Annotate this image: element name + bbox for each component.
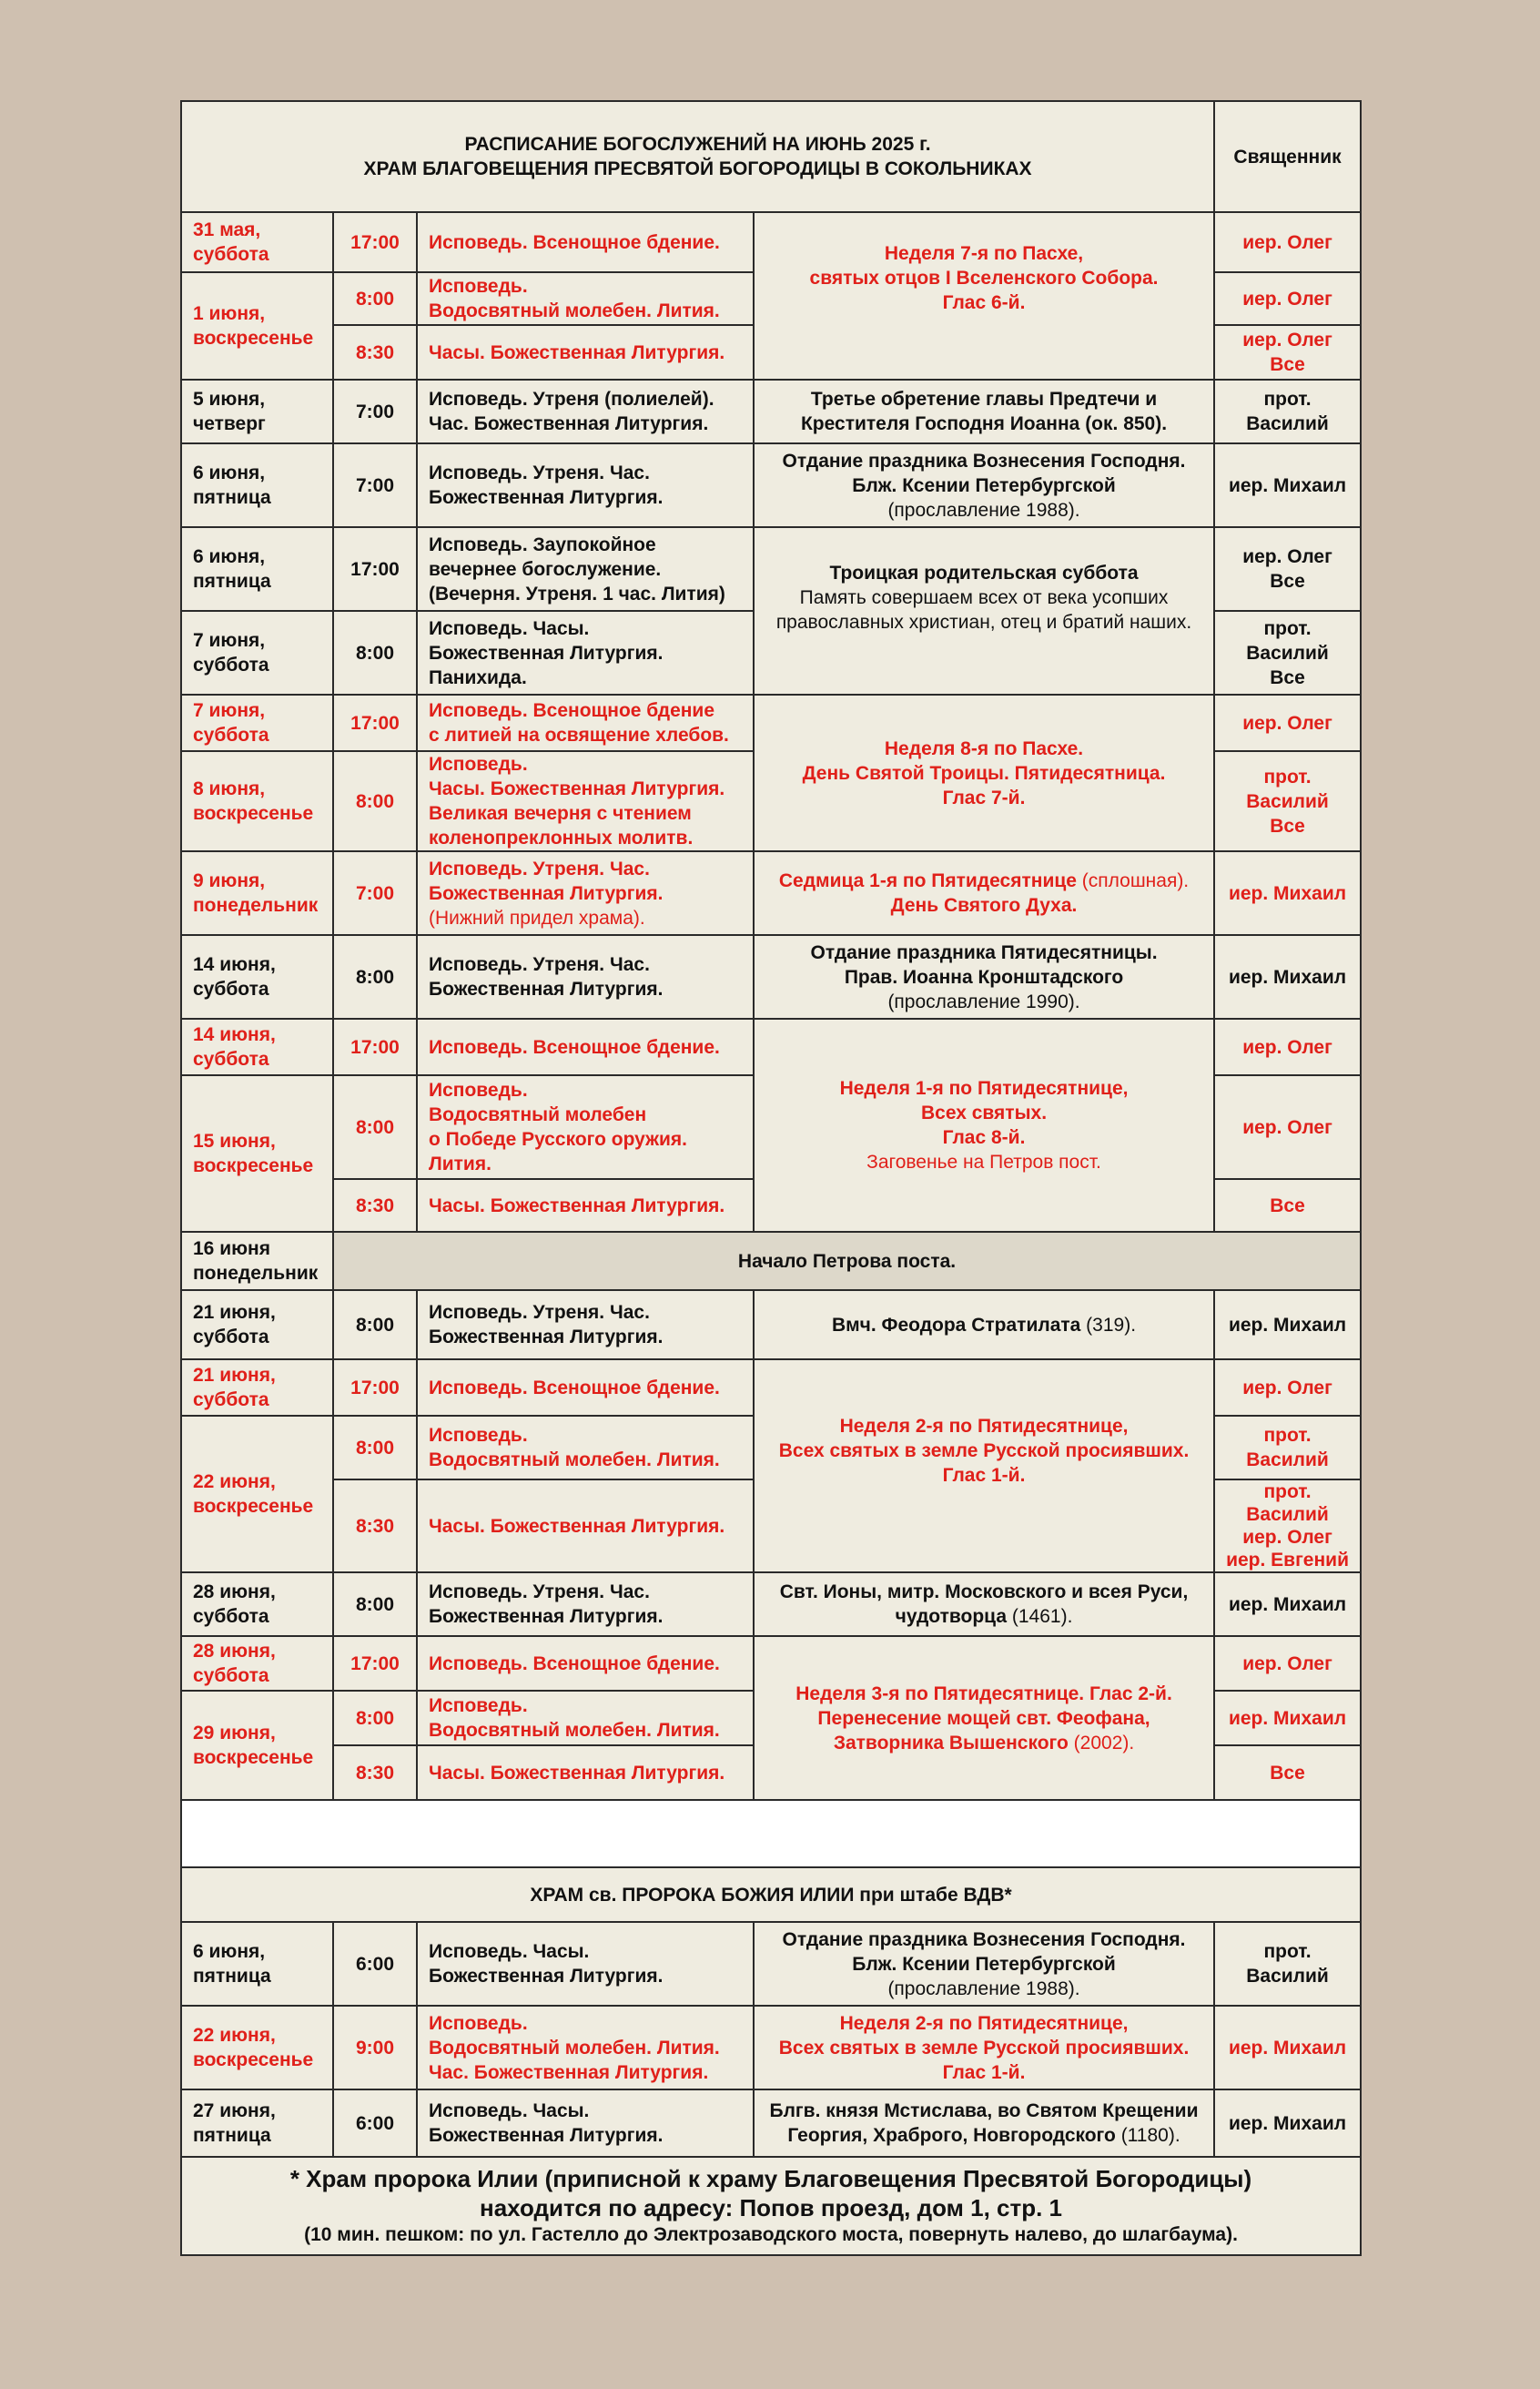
time-cell: 17:00 [333,1019,417,1075]
schedule-row [181,1636,1361,1691]
feast-cell: Неделя 8-я по Пасхе. День Святой Троицы. Пятидесятница. Глас 7-й. [754,695,1214,851]
time-cell: 8:00 [333,1572,417,1636]
date-cell: 6 июня, пятница [181,527,333,611]
service-cell: Исповедь. Всенощное бдение. [417,1359,754,1416]
date-cell: 22 июня, воскресенье [181,2006,333,2089]
schedule-row [181,212,1361,272]
feast-cell: Троицкая родительская суббота Память совершаем всех от века усопших православных христиан, отец и братий наших. [754,527,1214,695]
schedule-row [181,2006,1361,2089]
feast-cell: Отдание праздника Вознесения Господня. Блж. Ксении Петербургской (прославление 1988). [754,443,1214,527]
feast-cell: Вмч. Феодора Стратилата (319). [754,1290,1214,1359]
priest-cell: прот. Василий Все [1214,611,1361,695]
time-cell: 17:00 [333,1359,417,1416]
date-cell: 28 июня, суббота [181,1572,333,1636]
time-cell: 8:00 [333,1290,417,1359]
priest-cell: иер. Олег [1214,1636,1361,1691]
time-cell: 8:30 [333,1479,417,1572]
fast-banner: Начало Петрова поста. [333,1232,1361,1290]
schedule-title [181,101,1214,212]
priest-cell: иер. Михаил [1214,1691,1361,1745]
date-cell: 9 июня, понедельник [181,851,333,935]
feast-cell: Неделя 1-я по Пятидесятнице, Всех святых. Глас 8-й. Заговенье на Петров пост. [754,1019,1214,1232]
priest-cell: прот. Василий Все [1214,751,1361,851]
date-cell: 22 июня, воскресенье [181,1416,333,1572]
time-cell: 7:00 [333,380,417,443]
feast-cell: Седмица 1-я по Пятидесятнице (сплошная). День Святого Духа. [754,851,1214,935]
priest-cell: иер. Олег [1214,1359,1361,1416]
service-cell: Исповедь. Водосвятный молебен. Лития. [417,272,754,325]
date-cell: 14 июня, суббота [181,935,333,1019]
time-cell: 17:00 [333,212,417,272]
time-cell: 8:00 [333,751,417,851]
date-cell: 5 июня, четверг [181,380,333,443]
time-cell: 17:00 [333,527,417,611]
schedule-row [181,380,1361,443]
priest-cell: иер. Олег Все [1214,325,1361,380]
schedule-row [181,935,1361,1019]
feast-cell: Блгв. князя Мстислава, во Святом Крещении Георгия, Храброго, Новгородского (1180). [754,2089,1214,2157]
schedule-row [181,1232,1361,1290]
schedule-row [181,1922,1361,2006]
service-cell: Часы. Божественная Литургия. [417,325,754,380]
schedule-row [181,1290,1361,1359]
priest-cell: иер. Михаил [1214,2006,1361,2089]
service-cell: Часы. Божественная Литургия. [417,1745,754,1800]
priest-cell: прот. Василий [1214,1416,1361,1479]
feast-cell: Отдание праздника Вознесения Господня. Блж. Ксении Петербургской (прославление 1988). [754,1922,1214,2006]
date-cell: 8 июня, воскресенье [181,751,333,851]
priest-cell: иер. Михаил [1214,443,1361,527]
schedule-sheet [180,100,1360,2256]
title-line-2: ХРАМ БЛАГОВЕЩЕНИЯ ПРЕСВЯТОЙ БОГОРОДИЦЫ В СОКОЛЬНИКАХ [363,158,1032,179]
time-cell: 17:00 [333,695,417,751]
priest-cell: иер. Михаил [1214,1572,1361,1636]
service-cell: Исповедь. Часы. Божественная Литургия. [417,1922,754,2006]
time-cell: 8:00 [333,1075,417,1179]
priest-column-header: Священник [1214,101,1361,212]
time-cell: 7:00 [333,443,417,527]
priest-cell: прот. Василий [1214,380,1361,443]
service-cell: Исповедь. Часы. Божественная Литургия. [417,2089,754,2157]
priest-cell: иер. Михаил [1214,1290,1361,1359]
service-cell: Исповедь. Водосвятный молебен о Победе Русского оружия. Лития. [417,1075,754,1179]
service-cell: Исповедь. Заупокойное вечернее богослужение. (Вечерня. Утреня. 1 час. Лития) [417,527,754,611]
title-line-1: РАСПИСАНИЕ БОГОСЛУЖЕНИЙ НА ИЮНЬ 2025 г. [464,134,931,155]
service-cell: Часы. Божественная Литургия. [417,1179,754,1232]
feast-cell: Отдание праздника Пятидесятницы. Прав. Иоанна Кронштадского (прославление 1990). [754,935,1214,1019]
priest-cell: Все [1214,1179,1361,1232]
priest-cell: иер. Олег [1214,212,1361,272]
service-cell: Исповедь. Утреня. Час. Божественная Литургия. [417,443,754,527]
schedule-table [180,100,1362,2256]
date-cell: 29 июня, воскресенье [181,1691,333,1800]
footer-row [181,2157,1361,2255]
time-cell: 8:00 [333,1691,417,1745]
time-cell: 17:00 [333,1636,417,1691]
schedule-row [181,1019,1361,1075]
priest-cell: прот. Василий иер. Олег иер. Евгений [1214,1479,1361,1572]
priest-cell: иер. Олег Все [1214,527,1361,611]
priest-cell: Все [1214,1745,1361,1800]
service-cell: Исповедь. Утреня (полиелей). Час. Божественная Литургия. [417,380,754,443]
feast-cell: Неделя 2-я по Пятидесятнице, Всех святых в земле Русской просиявших. Глас 1-й. [754,2006,1214,2089]
date-cell: 28 июня, суббота [181,1636,333,1691]
service-cell: Исповедь. Часы. Божественная Литургия. Панихида. [417,611,754,695]
time-cell: 8:00 [333,272,417,325]
schedule-row [181,851,1361,935]
schedule-row [181,527,1361,611]
priest-cell: иер. Олег [1214,1019,1361,1075]
date-cell: 7 июня, суббота [181,611,333,695]
feast-cell: Неделя 7-я по Пасхе, святых отцов I Вселенского Собора. Глас 6-й. [754,212,1214,380]
feast-cell: Свт. Ионы, митр. Московского и всея Руси, чудотворца (1461). [754,1572,1214,1636]
time-cell: 8:00 [333,1416,417,1479]
date-cell: 14 июня, суббота [181,1019,333,1075]
service-cell: Исповедь. Водосвятный молебен. Лития. Час. Божественная Литургия. [417,2006,754,2089]
service-cell: Исповедь. Водосвятный молебен. Лития. [417,1691,754,1745]
schedule-row [181,695,1361,751]
date-cell: 21 июня, суббота [181,1359,333,1416]
time-cell: 8:00 [333,935,417,1019]
time-cell: 8:30 [333,325,417,380]
second-church-title: ХРАМ св. ПРОРОКА БОЖИЯ ИЛИИ при штабе ВДВ* [181,1867,1361,1922]
service-cell: Исповедь. Утреня. Час. Божественная Литургия. (Нижний придел храма). [417,851,754,935]
priest-cell: иер. Олег [1214,272,1361,325]
schedule-row [181,1572,1361,1636]
date-cell: 31 мая, суббота [181,212,333,272]
service-cell: Исповедь. Всенощное бдение с литией на освящение хлебов. [417,695,754,751]
service-cell: Исповедь. Утреня. Час. Божественная Литургия. [417,935,754,1019]
footer-line-3: (10 мин. пешком: по ул. Гастелло до Электрозаводского моста, повернуть налево, до шлагбаума). [304,2224,1238,2245]
feast-cell: Неделя 2-я по Пятидесятнице, Всех святых в земле Русской просиявших. Глас 1-й. [754,1359,1214,1572]
feast-cell: Третье обретение главы Предтечи и Крестителя Господня Иоанна (ок. 850). [754,380,1214,443]
schedule-row [181,443,1361,527]
feast-cell: Неделя 3-я по Пятидесятнице. Глас 2-й. Перенесение мощей свт. Феофана, Затворника Вышенского (2002). [754,1636,1214,1800]
time-cell: 9:00 [333,2006,417,2089]
schedule-row [181,1359,1361,1416]
priest-cell: иер. Олег [1214,1075,1361,1179]
service-cell: Исповедь. Утреня. Час. Божественная Литургия. [417,1290,754,1359]
blank-cell [181,1800,1361,1867]
header-row [181,101,1361,212]
schedule-row [181,2089,1361,2157]
second-church-header [181,1867,1361,1922]
time-cell: 7:00 [333,851,417,935]
time-cell: 8:30 [333,1179,417,1232]
date-cell: 6 июня, пятница [181,1922,333,2006]
priest-cell: иер. Михаил [1214,851,1361,935]
footer-line-1: * Храм пророка Илии (приписной к храму Благовещения Пресвятой Богородицы) [289,2165,1252,2192]
service-cell: Исповедь. Водосвятный молебен. Лития. [417,1416,754,1479]
service-cell: Часы. Божественная Литургия. [417,1479,754,1572]
date-cell: 16 июня понедельник [181,1232,333,1290]
priest-cell: иер. Михаил [1214,935,1361,1019]
date-cell: 7 июня, суббота [181,695,333,751]
priest-cell: прот. Василий [1214,1922,1361,2006]
date-cell: 15 июня, воскресенье [181,1075,333,1232]
service-cell: Исповедь. Всенощное бдение. [417,1019,754,1075]
priest-cell: иер. Олег [1214,695,1361,751]
service-cell: Исповедь. Всенощное бдение. [417,1636,754,1691]
service-cell: Исповедь. Утреня. Час. Божественная Литургия. [417,1572,754,1636]
date-cell: 27 июня, пятница [181,2089,333,2157]
address-note [181,2157,1361,2255]
time-cell: 6:00 [333,1922,417,2006]
time-cell: 6:00 [333,2089,417,2157]
priest-cell: иер. Михаил [1214,2089,1361,2157]
spacer-row [181,1800,1361,1867]
time-cell: 8:30 [333,1745,417,1800]
service-cell: Исповедь. Часы. Божественная Литургия. Великая вечерня с чтением коленопреклонных молитв. [417,751,754,851]
time-cell: 8:00 [333,611,417,695]
date-cell: 6 июня, пятница [181,443,333,527]
date-cell: 21 июня, суббота [181,1290,333,1359]
footer-line-2: находится по адресу: Попов проезд, дом 1, стр. 1 [479,2194,1063,2221]
service-cell: Исповедь. Всенощное бдение. [417,212,754,272]
date-cell: 1 июня, воскресенье [181,272,333,380]
